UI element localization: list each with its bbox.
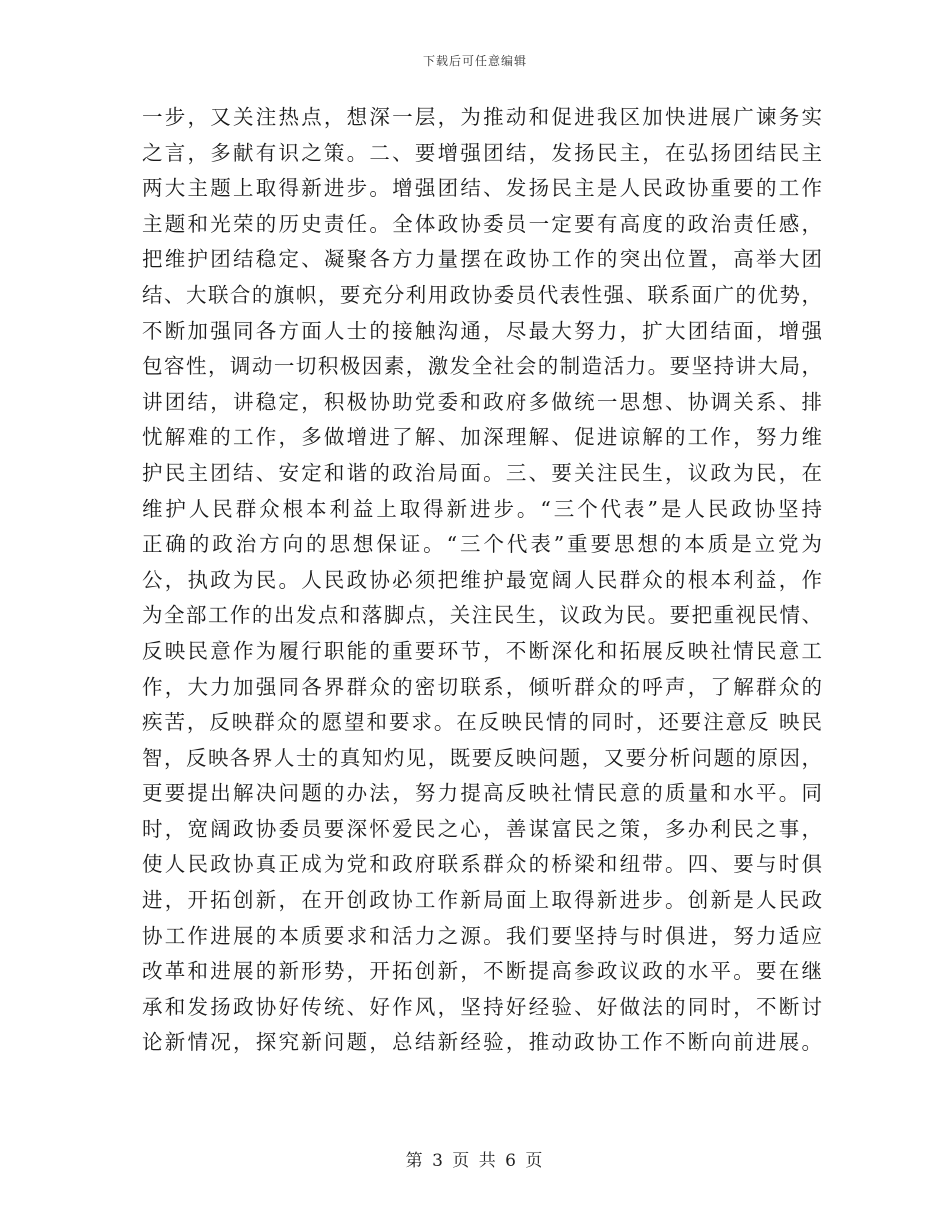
text-line: 疾苦，反映群众的愿望和要求。在反映民情的同时，还要注意反 映民 [142,710,822,735]
text-line: 把维护团结稳定、凝聚各方力量摆在政协工作的突出位置，高举大团 [142,247,822,272]
text-line: 更要提出解决问题的办法，努力提高反映社情民意的质量和水平。同 [142,781,822,806]
text-line: 一步，又关注热点，想深一层，为推动和促进我区加快进展广谏务实 [142,105,822,129]
page-header: 下载后可任意编辑 [422,54,527,68]
text-line: 作，大力加强同各界群众的密切联系，倾听群众的呼声，了解群众的 [142,674,822,699]
text-line: 进，开拓创新，在开创政协工作新局面上取得新进步。创新是人民政 [142,888,822,913]
text-line: 使人民政协真正成为党和政府联系群众的桥梁和纽带。四、要与时俱 [142,852,822,877]
text-line: 智，反映各界人士的真知灼见，既要反映问题，又要分析问题的原因， [142,745,822,770]
text-line: 结、大联合的旗帜，要充分利用政协委员代表性强、联系面广的优势， [142,282,822,307]
text-line: 之言，多献有识之策。二、要增强团结，发扬民主，在弘扬团结民主 [142,140,822,165]
text-line: 承和发扬政协好传统、好作风，坚持好经验、好做法的同时，不断讨 [142,994,822,1019]
text-line: 公，执政为民。人民政协必须把维护最宽阔人民群众的根本利益，作 [142,567,822,592]
text-line: 为全部工作的出发点和落脚点，关注民生，议政为民。要把重视民情、 [142,603,822,628]
text-line: 不断加强同各方面人士的接触沟通，尽最大努力，扩大团结面，增强 [142,318,822,343]
body-text [142,100,822,1061]
page-footer: 第 3 页 共 6 页 [405,1151,545,1171]
text-line: 协工作进展的本质要求和活力之源。我们要坚持与时俱进，努力适应 [142,923,822,948]
text-line: 护民主团结、安定和谐的政治局面。三、要关注民生，议政为民，在 [142,460,822,485]
text-line: 包容性，调动一切积极因素，激发全社会的制造活力。要坚持讲大局， [142,354,822,379]
text-line: 维护人民群众根本利益上取得新进步。“三个代表”是人民政协坚持 [142,496,822,521]
text-line: 讲团结，讲稳定，积极协助党委和政府多做统一思想、协调关系、排 [142,389,822,414]
text-line: 主题和光荣的历史责任。全体政协委员一定要有高度的政治责任感， [142,211,822,236]
text-line: 正确的政治方向的思想保证。“三个代表”重要思想的本质是立党为 [142,532,822,557]
text-line: 忧解难的工作，多做增进了解、加深理解、促进谅解的工作，努力维 [142,425,822,450]
text-line: 论新情况，探究新问题，总结新经验，推动政协工作不断向前进展。 [142,1030,822,1055]
text-line: 反映民意作为履行职能的重要环节，不断深化和拓展反映社情民意工 [142,638,822,663]
text-line: 时，宽阔政协委员要深怀爱民之心，善谋富民之策，多办利民之事， [142,816,822,841]
text-line: 改革和进展的新形势，开拓创新，不断提高参政议政的水平。要在继 [142,959,822,984]
text-line: 两大主题上取得新进步。增强团结、发扬民主是人民政协重要的工作 [142,176,822,201]
